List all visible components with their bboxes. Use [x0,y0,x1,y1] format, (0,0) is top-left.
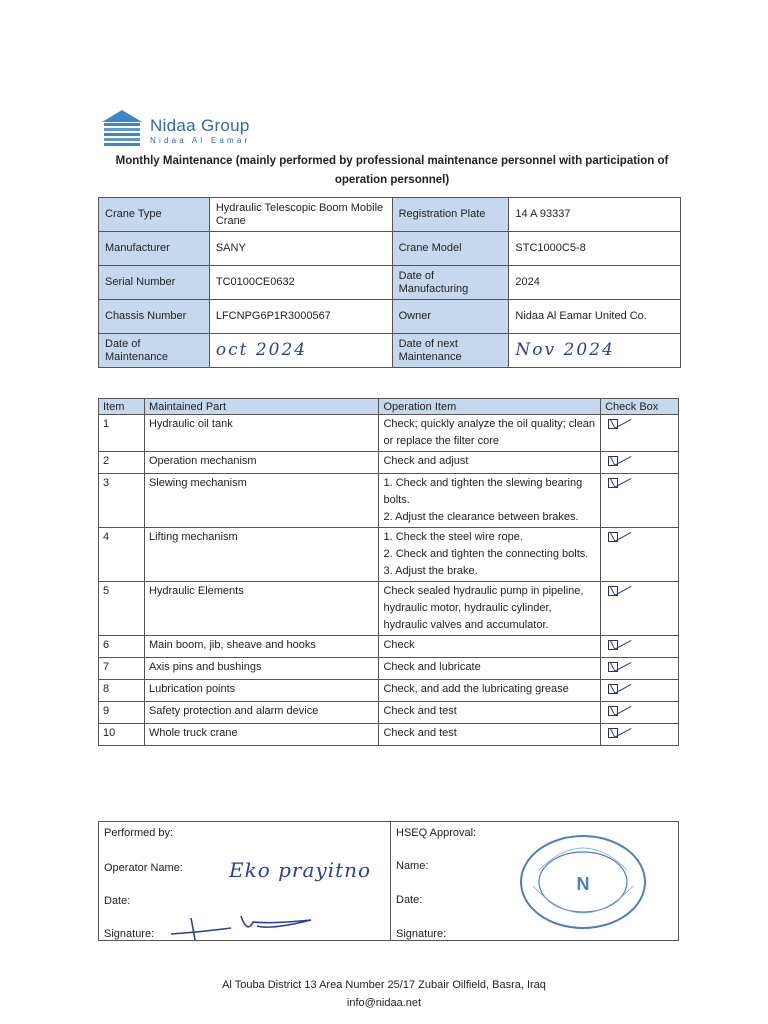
item-number: 9 [99,702,145,724]
check-box-cell [601,452,679,474]
crane-model-value: STC1000C5-8 [509,232,681,266]
checkbox[interactable] [608,706,618,716]
table-row [99,724,679,746]
item-number: 6 [99,636,145,658]
performed-signature-label: Signature: [104,928,155,940]
footer-address: Al Touba District 13 Area Number 25/17 Zubair Oilfield, Basra, Iraq [222,979,546,991]
item-number: 3 [99,474,145,528]
company-subname: Nidaa Al Eamar [150,136,251,145]
footer-email: info@nidaa.net [346,997,422,1009]
table-row [99,415,679,452]
item-number: 4 [99,528,145,582]
item-number: 5 [99,582,145,636]
operation-item: Check, and add the lubricating grease [379,680,601,702]
check-box-cell [601,680,679,702]
chassis-number-value: LFCNPG6P1R3000567 [209,300,392,334]
date-of-maintenance-label: Date of Maintenance [99,334,210,368]
registration-plate-value: 14 A 93337 [509,198,681,232]
operation-item: 1. Check and tighten the slewing bearing bolts. 2. Adjust the clearance between brakes. [379,474,601,528]
date-of-manufacturing-value: 2024 [509,266,681,300]
date-of-next-maintenance-label: Date of next Maintenance [392,334,509,368]
maintained-part: Whole truck crane [144,724,379,746]
maintenance-parts-table [98,398,679,746]
checkbox[interactable] [608,640,618,650]
item-number: 7 [99,658,145,680]
header-item: Item [99,399,145,415]
item-number: 8 [99,680,145,702]
table-row [99,680,679,702]
checkbox[interactable] [608,586,618,596]
date-of-maintenance-value: oct 2024 [209,334,392,368]
item-number: 1 [99,415,145,452]
hseq-name-label: Name: [396,860,429,872]
crane-model-label: Crane Model [392,232,509,266]
item-number: 2 [99,452,145,474]
operation-item: Check [379,636,601,658]
table-row [99,452,679,474]
maintained-part: Hydraulic oil tank [144,415,379,452]
hseq-date-label: Date: [396,894,423,906]
header-operation-item: Operation Item [379,399,601,415]
table-row [99,636,679,658]
checkbox[interactable] [608,478,618,488]
date-of-next-maintenance-value: Nov 2024 [509,334,681,368]
stamp-letter: N [576,874,590,894]
checkbox[interactable] [608,662,618,672]
maintained-part: Axis pins and bushings [144,658,379,680]
company-logo [98,108,278,154]
item-number: 10 [99,724,145,746]
operator-name-handwritten: Eko prayitno [229,858,372,882]
hseq-signature-label: Signature: [396,928,447,940]
check-box-cell [601,658,679,680]
check-box-cell [601,724,679,746]
maintained-part: Operation mechanism [144,452,379,474]
performed-by-label: Performed by: [104,827,174,839]
check-box-cell [601,415,679,452]
operation-item: Check and adjust [379,452,601,474]
check-box-cell [601,636,679,658]
checkbox[interactable] [608,728,618,738]
checkbox[interactable] [608,684,618,694]
chassis-number-label: Chassis Number [99,300,210,334]
table-row [99,702,679,724]
checkbox[interactable] [608,456,618,466]
parts-header-row [99,399,679,415]
owner-label: Owner [392,300,509,334]
serial-number-value: TC0100CE0632 [209,266,392,300]
operation-item: Check; quickly analyze the oil quality; clean or replace the filter core [379,415,601,452]
operator-signature-drawing [161,904,331,944]
serial-number-label: Serial Number [99,266,210,300]
table-row [99,582,679,636]
operation-item: Check sealed hydraulic pump in pipeline, hydraulic motor, hydraulic cylinder, hydraulic valves and accumulator. [379,582,601,636]
maintained-part: Lubrication points [144,680,379,702]
manufacturer-label: Manufacturer [99,232,210,266]
maintained-part: Hydraulic Elements [144,582,379,636]
crane-type-label: Crane Type [99,198,210,232]
check-box-cell [601,474,679,528]
check-box-cell [601,582,679,636]
date-of-manufacturing-label: Date of Manufacturing [392,266,509,300]
company-stamp-icon [519,832,647,932]
table-row [99,528,679,582]
operation-item: Check and lubricate [379,658,601,680]
maintained-part: Main boom, jib, sheave and hooks [144,636,379,658]
crane-type-value: Hydraulic Telescopic Boom Mobile Crane [209,198,392,232]
company-name: Nidaa Group [150,116,250,135]
operator-name-label: Operator Name: [104,862,183,874]
operation-item: Check and test [379,702,601,724]
building-logo-icon [98,108,146,150]
registration-plate-label: Registration Plate [392,198,509,232]
manufacturer-value: SANY [209,232,392,266]
operation-item: Check and test [379,724,601,746]
hseq-approval-label: HSEQ Approval: [396,827,477,839]
maintained-part: Lifting mechanism [144,528,379,582]
crane-info-table [98,197,681,368]
maintained-part: Safety protection and alarm device [144,702,379,724]
header-maintained-part: Maintained Part [144,399,379,415]
check-box-cell [601,702,679,724]
approval-section [98,821,679,941]
checkbox[interactable] [608,419,618,429]
owner-value: Nidaa Al Eamar United Co. [509,300,681,334]
performed-date-label: Date: [104,895,131,907]
document-title: Monthly Maintenance (mainly performed by professional maintenance personnel with participation of operation personnel) [115,155,669,186]
checkbox[interactable] [608,532,618,542]
table-row [99,658,679,680]
header-check-box: Check Box [601,399,679,415]
maintained-part: Slewing mechanism [144,474,379,528]
approval-divider [390,822,391,940]
check-box-cell [601,528,679,582]
page-footer [0,976,768,1012]
table-row [99,474,679,528]
operation-item: 1. Check the steel wire rope. 2. Check and tighten the connecting bolts. 3. Adjust the brake. [379,528,601,582]
